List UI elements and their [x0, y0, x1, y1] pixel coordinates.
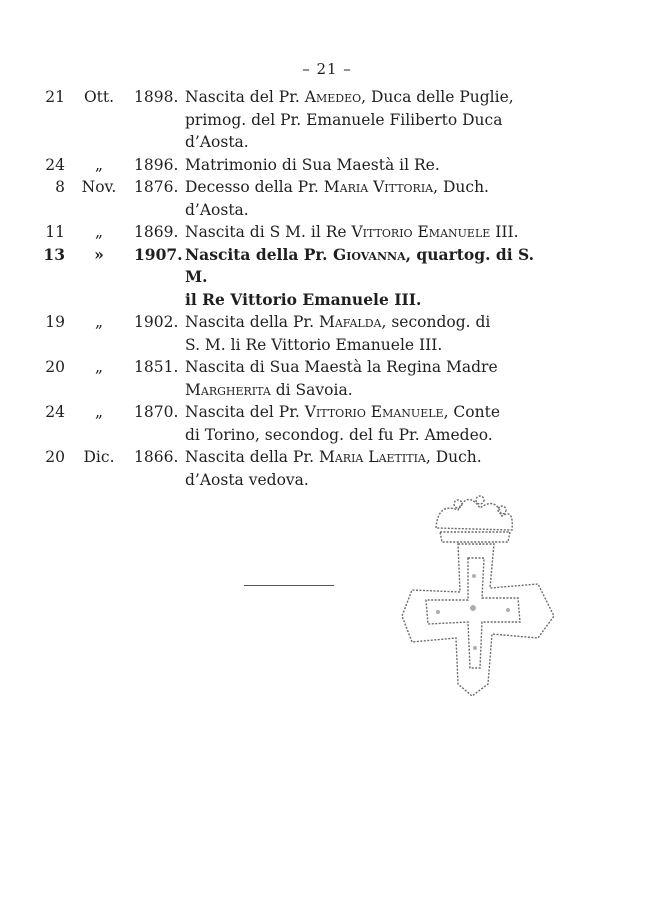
description-text: d’Aosta. — [185, 200, 249, 219]
person-name: Maria Laetitia — [318, 448, 426, 466]
description-text: d’Aosta. — [185, 133, 249, 151]
entry-year: 1870. — [134, 403, 179, 421]
entry-description — [185, 401, 555, 446]
person-name: Margherita — [185, 380, 271, 399]
description-text: Matrimonio di Sua Maestà il Re. — [185, 155, 440, 174]
description-text: Nascita di Sua Maestà la Regina Madre — [185, 358, 498, 376]
description-text: Nascita della Pr. — [185, 313, 319, 331]
entry-day: 8 — [55, 178, 65, 196]
chronology-entry — [0, 401, 654, 446]
entry-month: Ott. — [83, 88, 115, 106]
description-text: Nascita della Pr. — [185, 244, 333, 264]
entry-year: 1866. — [134, 448, 179, 466]
description-line — [185, 379, 555, 402]
chronology-entry — [0, 221, 654, 244]
person-name: Vittorio Emanuele — [351, 223, 491, 241]
section-divider — [244, 585, 334, 586]
description-text: Decesso della Pr. — [185, 178, 324, 196]
entry-month: „ — [94, 223, 104, 241]
description-line — [185, 289, 555, 312]
entry-month: „ — [94, 155, 104, 174]
description-text: , secondog. di — [381, 313, 491, 331]
entry-month: „ — [94, 403, 104, 421]
description-text: , Duca delle Puglie, — [361, 88, 514, 106]
entry-month: „ — [94, 313, 104, 331]
description-text: primog. del Pr. Emanuele Filiberto Duca — [185, 110, 503, 129]
crowned-cross-library-stamp-icon — [398, 488, 558, 703]
description-line — [185, 199, 555, 222]
entry-day: 24 — [45, 155, 65, 174]
description-line — [185, 109, 555, 132]
description-text: Nascita del Pr. — [185, 403, 305, 421]
entry-day: 13 — [43, 244, 65, 264]
entry-year: 1869. — [134, 223, 179, 241]
description-text: , Duch. — [433, 178, 489, 196]
page-number: – 21 – — [302, 60, 352, 78]
entry-description — [185, 446, 555, 491]
description-line — [185, 86, 555, 109]
entry-year: 1902. — [134, 313, 179, 331]
person-name: Maria Vittoria — [323, 178, 434, 196]
description-line — [185, 244, 555, 289]
chronology-entry — [0, 86, 654, 154]
entry-month: » — [94, 244, 104, 264]
entry-year: 1898. — [134, 88, 179, 106]
description-line — [185, 334, 555, 357]
person-name: Amedeo — [304, 88, 362, 106]
entry-day: 20 — [45, 448, 65, 466]
person-name: Vittorio Emanuele — [304, 403, 444, 421]
description-line — [185, 176, 555, 199]
entry-year: 1907. — [134, 244, 183, 264]
description-line — [185, 401, 555, 424]
description-text: , quartog. di S. M. — [185, 244, 535, 286]
description-text: di Torino, secondog. del fu Pr. Amedeo. — [185, 425, 493, 444]
description-text: , Conte — [443, 403, 500, 421]
entry-description — [185, 154, 555, 177]
description-text: S. M. li Re Vittorio Emanuele III. — [185, 335, 443, 354]
entry-day: 11 — [45, 223, 65, 241]
entry-month: Dic. — [83, 448, 115, 466]
description-text: d’Aosta vedova. — [185, 470, 309, 489]
description-line — [185, 356, 555, 379]
entry-description — [185, 356, 555, 401]
chronology-entry — [0, 154, 654, 177]
entry-description — [185, 244, 555, 312]
chronology-entry — [0, 244, 654, 312]
description-line — [185, 424, 555, 447]
entry-year: 1896. — [134, 155, 179, 174]
person-name: Giovanna — [332, 244, 406, 264]
entry-day: 24 — [45, 403, 65, 421]
entry-day: 19 — [45, 313, 65, 331]
description-line — [185, 446, 555, 469]
chronology-list — [0, 86, 654, 491]
description-line — [185, 131, 555, 154]
description-text: Nascita del Pr. — [185, 88, 305, 106]
description-line — [185, 154, 555, 177]
description-text: III. — [490, 223, 519, 241]
entry-year: 1851. — [134, 358, 179, 376]
entry-day: 21 — [45, 88, 65, 106]
description-text: , Duch. — [425, 448, 482, 466]
description-text: Nascita della Pr. — [185, 448, 319, 466]
description-text: il Re Vittorio Emanuele III. — [185, 289, 422, 309]
entry-day: 20 — [45, 358, 65, 376]
entry-description — [185, 86, 555, 154]
chronology-entry — [0, 311, 654, 356]
description-line — [185, 221, 555, 244]
entry-description — [185, 311, 555, 356]
chronology-entry — [0, 446, 654, 491]
chronology-entry — [0, 356, 654, 401]
chronology-entry — [0, 176, 654, 221]
entry-month: „ — [94, 358, 104, 376]
entry-description — [185, 176, 555, 221]
entry-description — [185, 221, 555, 244]
entry-year: 1876. — [134, 178, 179, 196]
description-text: Nascita di S M. il Re — [185, 223, 352, 241]
entry-month: Nov. — [81, 178, 117, 196]
description-text: di Savoia. — [270, 380, 353, 399]
person-name: Mafalda — [318, 313, 382, 331]
description-line — [185, 311, 555, 334]
